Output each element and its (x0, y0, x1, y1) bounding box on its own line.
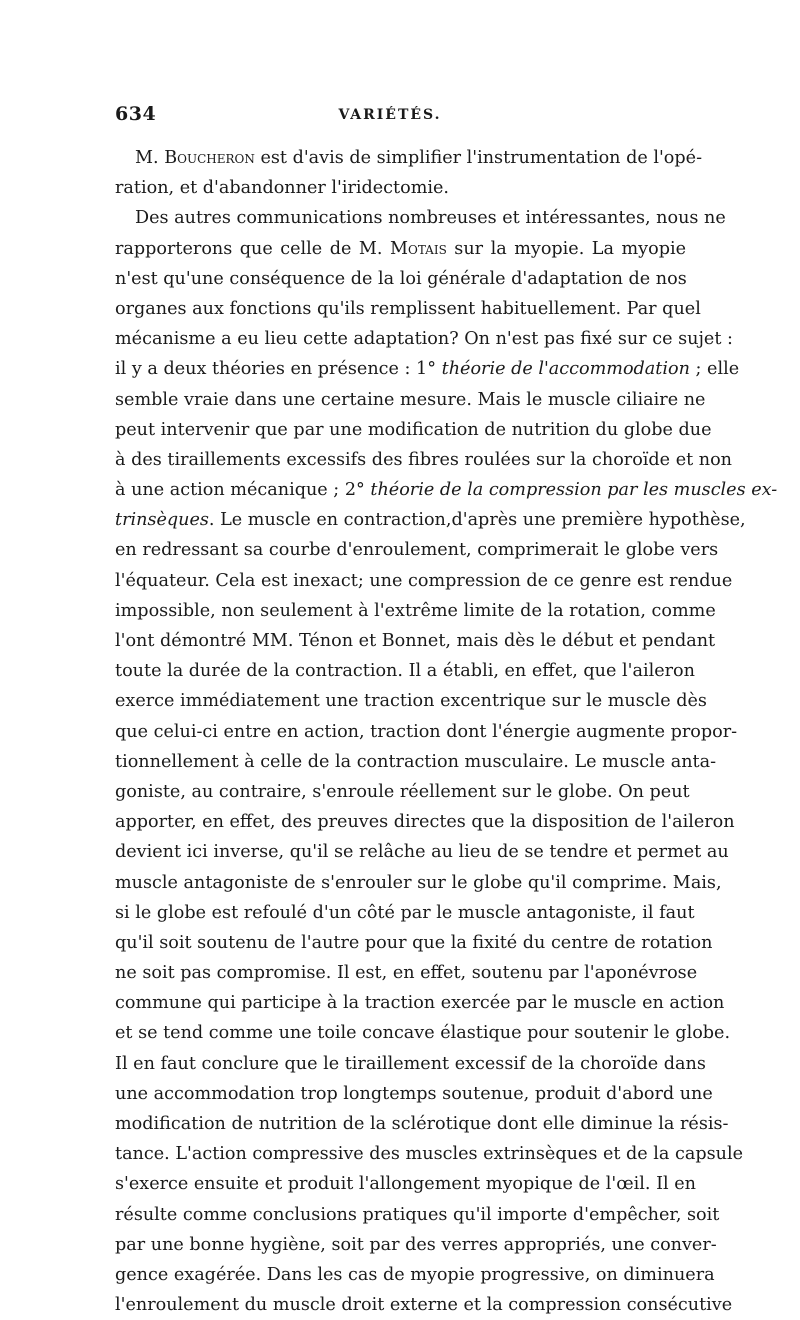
text-line (115, 475, 778, 505)
text-segment: que celui-ci entre en action, traction dont l'énergie augmente propor- (115, 721, 738, 742)
text-line (115, 173, 686, 203)
text-line (115, 1079, 713, 1109)
italic-term: théorie de la compression par les muscles ex- (370, 480, 778, 501)
page-number: 634 (115, 103, 157, 125)
text-line (115, 1230, 717, 1260)
text-segment: une accommodation trop longtemps soutenue, produit d'abord une (115, 1083, 713, 1104)
text-line (115, 203, 726, 233)
text-segment: goniste, au contraire, s'enroule réellement sur le globe. On peut (115, 781, 690, 802)
text-line (115, 717, 738, 747)
text-segment: n'est qu'une conséquence de la loi générale d'adaptation de nos (115, 268, 687, 289)
text-line (115, 1139, 744, 1169)
text-line (115, 596, 716, 626)
text-line (115, 958, 698, 988)
text-segment: résulte comme conclusions pratiques qu'il importe d'empêcher, soit (115, 1204, 720, 1225)
text-line (115, 354, 740, 384)
text-line (115, 445, 733, 475)
text-segment: commune qui participe à la traction exercée par le muscle en action (115, 993, 725, 1014)
text-line (115, 1200, 720, 1230)
text-segment: il y a deux théories en présence : 1° (115, 359, 442, 380)
text-line (115, 264, 686, 294)
text-segment: à une action mécanique ; 2° (115, 480, 371, 501)
text-segment: Il en faut conclure que le tiraillement excessif de la choroïde dans (115, 1053, 706, 1074)
text-segment: et se tend comme une toile concave élastique pour soutenir le globe. (115, 1023, 731, 1044)
text-segment: M. (135, 148, 165, 168)
text-line (115, 234, 686, 264)
text-segment: modification de nutrition de la sclérotique dont elle diminue la résis- (115, 1114, 729, 1134)
text-line (115, 928, 713, 958)
text-line (115, 535, 719, 565)
text-line (115, 988, 725, 1018)
text-segment: sur la myopie. La myopie (446, 238, 686, 259)
author-name: Boucheron (164, 148, 255, 168)
text-line (115, 566, 733, 596)
text-segment: impossible, non seulement à l'extrême limite de la rotation, comme (115, 600, 716, 621)
text-segment: si le globe est refoulé d'un côté par le muscle antagoniste, il faut (115, 902, 695, 923)
text-segment: s'exerce ensuite et produit l'allongement myopique de l'œil. Il en (115, 1174, 696, 1195)
text-segment: devient ici inverse, qu'il se relâche au lieu de se tendre et permet au (115, 842, 729, 863)
text-segment: tance. L'action compressive des muscles extrinsèques et de la capsule (115, 1144, 744, 1165)
text-line (115, 1018, 731, 1048)
text-segment: toute la durée de la contraction. Il a établi, en effet, que l'aileron (115, 661, 695, 682)
text-segment: ration, et d'abandonner l'iridectomie. (115, 178, 450, 199)
body-text (115, 143, 778, 1320)
text-line (115, 324, 733, 354)
text-segment: apporter, en effet, des preuves directes que la disposition de l'aileron (115, 812, 735, 833)
text-line (115, 656, 695, 686)
text-segment: gence exagérée. Dans les cas de myopie progressive, on diminuera (115, 1264, 715, 1285)
text-segment: ne soit pas compromise. Il est, en effet, soutenu par l'aponévrose (115, 963, 698, 984)
text-line (115, 143, 703, 173)
text-line (115, 1290, 733, 1320)
text-segment: muscle antagoniste de s'enrouler sur le globe qu'il comprime. Mais, (115, 872, 722, 893)
text-segment: semble vraie dans une certaine mesure. Mais le muscle ciliaire ne (115, 389, 706, 410)
text-segment: par une bonne hygiène, soit par des verres appropriés, une conver- (115, 1234, 717, 1255)
italic-term: théorie de l'accommodation (441, 359, 690, 380)
running-title: VARIÉTÉS. (338, 107, 442, 123)
text-line (115, 415, 712, 445)
text-line (115, 626, 716, 656)
text-line (115, 505, 746, 535)
text-segment: organes aux fonctions qu'ils remplissent habituellement. Par quel (115, 298, 701, 319)
text-line (115, 837, 729, 867)
text-line (115, 868, 722, 898)
text-segment: . Le muscle en contraction,d'après une première hypothèse, (208, 510, 746, 531)
text-segment: tionnellement à celle de la contraction musculaire. Le muscle anta- (115, 751, 717, 772)
text-segment: exerce immédiatement une traction excentrique sur le muscle dès (115, 691, 707, 712)
text-line (115, 1109, 729, 1139)
text-segment: en redressant sa courbe d'enroulement, comprimerait le globe vers (115, 540, 719, 561)
italic-term: trinsèques (115, 510, 209, 531)
text-segment: mécanisme a eu lieu cette adaptation? On n'est pas fixé sur ce sujet : (115, 329, 733, 350)
text-segment: peut intervenir que par une modification de nutrition du globe due (115, 419, 712, 440)
page-header (115, 100, 685, 130)
text-line (115, 747, 717, 777)
text-line (115, 777, 690, 807)
text-segment: rapporterons que celle de M. (115, 238, 390, 259)
text-segment: ; elle (689, 359, 740, 380)
text-segment: à des tiraillements excessifs des fibres roulées sur la choroïde et non (115, 449, 733, 470)
text-segment: l'enroulement du muscle droit externe et la compression consécutive (115, 1295, 733, 1316)
text-segment: l'équateur. Cela est inexact; une compression de ce genre est rendue (115, 570, 733, 591)
text-segment: l'ont démontré MM. Ténon et Bonnet, mais dès le début et pendant (115, 631, 716, 651)
text-segment: Des autres communications nombreuses et intéressantes, nous ne (135, 208, 726, 229)
text-line (115, 1049, 706, 1079)
text-line (115, 1169, 696, 1199)
author-name: Motais (389, 238, 447, 259)
text-segment: qu'il soit soutenu de l'autre pour que la fixité du centre de rotation (115, 932, 713, 953)
text-line (115, 807, 735, 837)
text-line (115, 1260, 715, 1290)
text-line (115, 686, 707, 716)
text-line (115, 294, 701, 324)
text-line (115, 385, 706, 415)
text-line (115, 898, 695, 928)
text-segment: est d'avis de simplifier l'instrumentation de l'opé- (254, 148, 703, 168)
